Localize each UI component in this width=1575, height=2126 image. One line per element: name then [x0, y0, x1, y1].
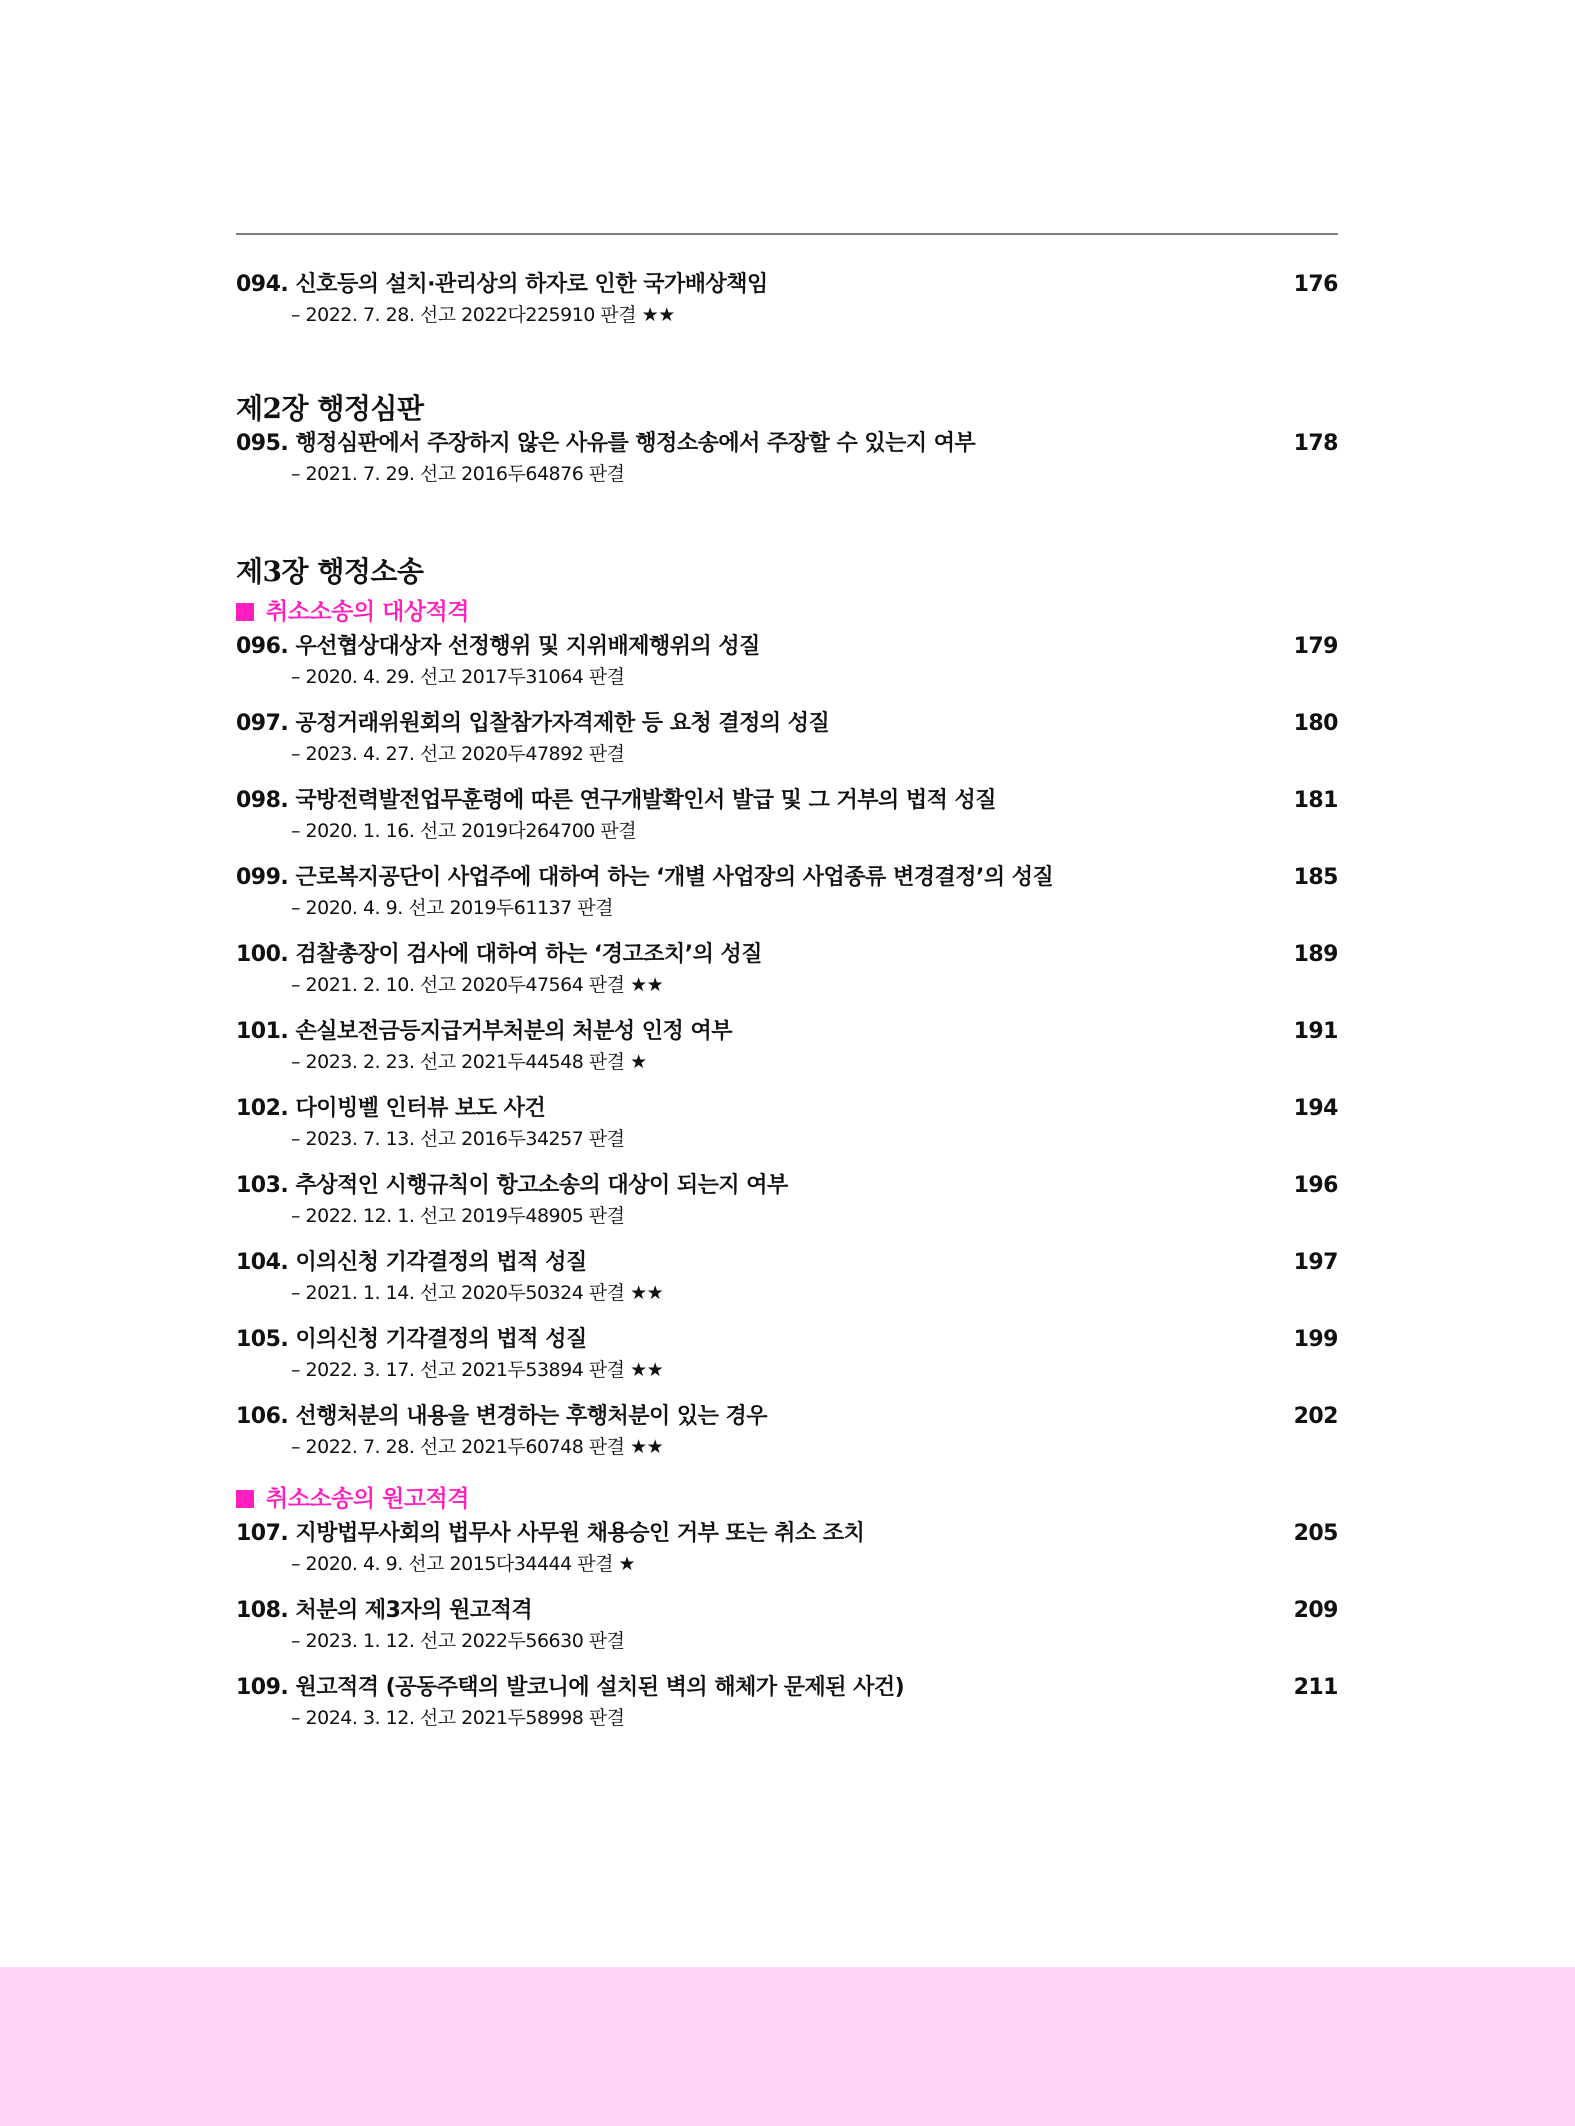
toc-entry[interactable] — [236, 632, 1338, 693]
entry-page: 199 — [1293, 1327, 1338, 1352]
section-title: 취소소송의 대상적격 — [266, 599, 469, 625]
entry-title: 104. 이의신청 기각결정의 법적 성질 — [236, 1250, 587, 1275]
toc-entry[interactable] — [236, 1325, 1338, 1386]
entry-title: 106. 선행처분의 내용을 변경하는 후행처분이 있는 경우 — [236, 1404, 768, 1429]
entry-page: 194 — [1293, 1096, 1338, 1121]
entry-title: 094. 신호등의 설치·관리상의 하자로 인한 국가배상책임 — [236, 272, 768, 297]
entry-citation: – 2023. 1. 12. 선고 2022두56630 판결 — [291, 1630, 625, 1652]
entry-title: 098. 국방전력발전업무훈령에 따른 연구개발확인서 발급 및 그 거부의 법적 성질 — [236, 788, 997, 813]
entry-title: 096. 우선협상대상자 선정행위 및 지위배제행위의 성질 — [236, 634, 760, 659]
entry-title: 109. 원고적격 (공동주택의 발코니에 설치된 벽의 해체가 문제된 사건) — [236, 1675, 905, 1700]
entry-citation: – 2021. 2. 10. 선고 2020두47564 판결 ★★ — [291, 974, 664, 996]
section-heading — [236, 592, 1338, 632]
entry-citation: – 2020. 4. 9. 선고 2015다34444 판결 ★ — [291, 1553, 636, 1575]
entry-title: 097. 공정거래위원회의 입찰참가자격제한 등 요청 결정의 성질 — [236, 711, 830, 736]
entry-page: 209 — [1293, 1598, 1338, 1623]
entry-citation: – 2023. 4. 27. 선고 2020두47892 판결 — [291, 743, 625, 765]
entry-citation: – 2023. 2. 23. 선고 2021두44548 판결 ★ — [291, 1051, 647, 1073]
toc-entry[interactable] — [236, 709, 1338, 770]
section-title: 취소소송의 원고적격 — [266, 1486, 469, 1512]
entry-citation: – 2022. 7. 28. 선고 2021두60748 판결 ★★ — [291, 1436, 664, 1458]
entry-title: 105. 이의신청 기각결정의 법적 성질 — [236, 1327, 587, 1352]
entry-title: 102. 다이빙벨 인터뷰 보도 사건 — [236, 1096, 546, 1121]
entry-citation: – 2024. 3. 12. 선고 2021두58998 판결 — [291, 1707, 625, 1729]
toc-entry[interactable] — [236, 1596, 1338, 1657]
toc-entry[interactable] — [236, 786, 1338, 847]
entry-page: 202 — [1293, 1404, 1338, 1429]
entry-page: 179 — [1293, 634, 1338, 659]
entry-title: 101. 손실보전금등지급거부처분의 처분성 인정 여부 — [236, 1019, 732, 1044]
entry-citation: – 2022. 3. 17. 선고 2021두53894 판결 ★★ — [291, 1359, 664, 1381]
section-heading — [236, 1479, 1338, 1519]
toc-content — [236, 270, 1338, 1750]
entry-citation: – 2022. 12. 1. 선고 2019두48905 판결 — [291, 1205, 625, 1227]
entry-title: 099. 근로복지공단이 사업주에 대하여 하는 ‘개별 사업장의 사업종류 변경결정’의 성질 — [236, 865, 1054, 890]
entry-page: 176 — [1293, 272, 1338, 297]
header-rule — [236, 233, 1338, 235]
toc-entry[interactable] — [236, 863, 1338, 924]
entry-title: 103. 추상적인 시행규칙이 항고소송의 대상이 되는지 여부 — [236, 1173, 788, 1198]
toc-entry[interactable] — [236, 429, 1338, 490]
entry-page: 191 — [1293, 1019, 1338, 1044]
section-entries — [236, 1519, 1338, 1734]
entry-citation: – 2022. 7. 28. 선고 2022다225910 판결 ★★ — [291, 304, 675, 326]
entry-citation: – 2020. 1. 16. 선고 2019다264700 판결 — [291, 820, 637, 842]
entry-citation: – 2021. 7. 29. 선고 2016두64876 판결 — [291, 463, 625, 485]
entry-citation: – 2020. 4. 9. 선고 2019두61137 판결 — [291, 897, 613, 919]
square-bullet-icon — [236, 603, 254, 621]
toc-entry[interactable] — [236, 1402, 1338, 1463]
entry-citation: – 2020. 4. 29. 선고 2017두31064 판결 — [291, 666, 625, 688]
entry-title: 100. 검찰총장이 검사에 대하여 하는 ‘경고조치’의 성질 — [236, 942, 762, 967]
entry-page: 180 — [1293, 711, 1338, 736]
entry-title: 108. 처분의 제3자의 원고적격 — [236, 1598, 533, 1623]
square-bullet-icon — [236, 1490, 254, 1508]
entry-page: 178 — [1293, 431, 1338, 456]
entry-page: 189 — [1293, 942, 1338, 967]
entry-title: 107. 지방법무사회의 법무사 사무원 채용승인 거부 또는 취소 조치 — [236, 1521, 865, 1546]
entry-page: 211 — [1293, 1675, 1338, 1700]
entry-page: 197 — [1293, 1250, 1338, 1275]
toc-entry[interactable] — [236, 1519, 1338, 1580]
entry-citation: – 2021. 1. 14. 선고 2020두50324 판결 ★★ — [291, 1282, 664, 1304]
toc-entry[interactable] — [236, 940, 1338, 1001]
entry-page: 196 — [1293, 1173, 1338, 1198]
entry-page: 205 — [1293, 1521, 1338, 1546]
toc-entry[interactable] — [236, 1673, 1338, 1734]
entry-title: 095. 행정심판에서 주장하지 않은 사유를 행정소송에서 주장할 수 있는지 여부 — [236, 431, 976, 456]
chapter-heading: 제3장 행정소송 — [236, 555, 424, 588]
section-entries — [236, 632, 1338, 1463]
entry-page: 181 — [1293, 788, 1338, 813]
entry-citation: – 2023. 7. 13. 선고 2016두34257 판결 — [291, 1128, 625, 1150]
toc-entry[interactable] — [236, 1248, 1338, 1309]
toc-entry[interactable] — [236, 1017, 1338, 1078]
chapter-heading: 제2장 행정심판 — [236, 392, 424, 425]
footer-band — [0, 1967, 1575, 2126]
entry-page: 185 — [1293, 865, 1338, 890]
toc-entry[interactable] — [236, 270, 1338, 331]
toc-entry[interactable] — [236, 1171, 1338, 1232]
toc-entry[interactable] — [236, 1094, 1338, 1155]
